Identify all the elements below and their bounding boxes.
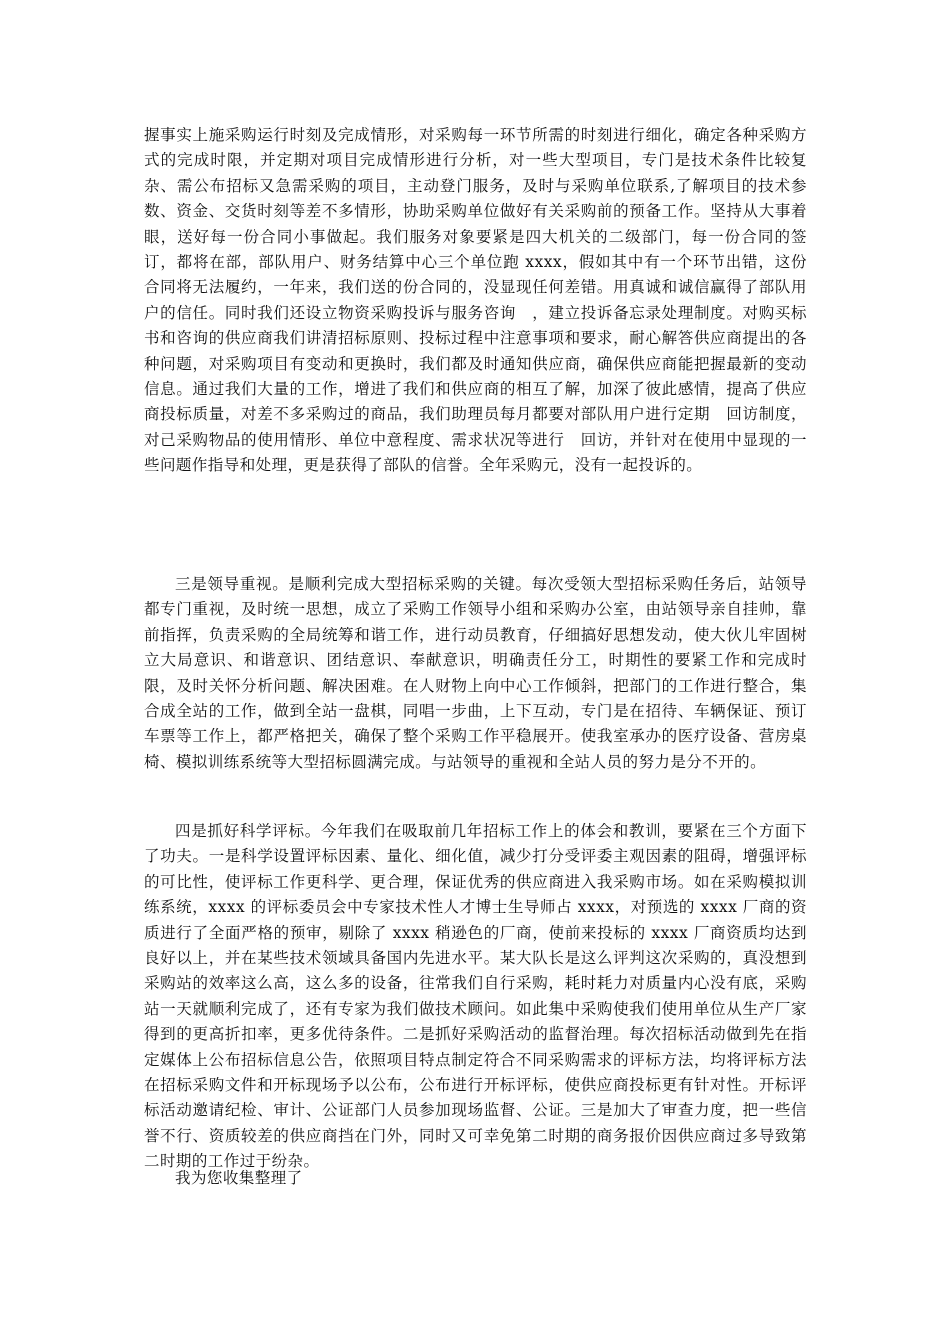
body-paragraph-leadership: 三是领导重视。是顺利完成大型招标采购的关键。每次受领大型招标采购任务后，站领导都专门重视，及时统一思想，成立了采购工作领导小组和采购办公室，由站领导亲自挂帅，靠前指挥，负责采购的全局统筹和谐工作，进行动员教育，仔细搞好思想发动，使大伙儿牢固树立大局意识、和谐意识、团结意识、奉献意识，明确责任分工，时期性的要紧工作和完成时限，及时关怀分析问题、解决困难。在人财物上向中心工作倾斜，把部门的工作进行整合，集合成全站的工作，做到全站一盘棋，同唱一步曲，上下互动，专门是在招待、车辆保证、预订车票等工作上，都严格把关，确保了整个采购工作平稳展开。使我室承办的医疗设备、营房桌椅、模拟训练系统等大型招标圆满完成。与站领导的重视和全站人员的努力是分不开的。 bbox=[144, 575, 807, 771]
body-paragraph-bid-evaluation: 四是抓好科学评标。今年我们在吸取前几年招标工作上的体会和教训，要紧在三个方面下了功夫。一是科学设置评标因素、量化、细化值，减少打分受评委主观因素的阻碍，增强评标的可比性，使评标工作更科学、更合理，保证优秀的供应商进入我采购市场。如在采购模拟训练系统，xxxx 的评标委员会中专家技术性人才博士生导师占 xxxx，对预选的 xxxx 厂商的资质进行了全面严格的预审，剔除了 xxxx 稍逊色的厂商，使前来投标的 xxxx 厂商资质均达到良好以上，并在某些技术领域具备国内先进水平。某大队长是这么评判这次采购的，真没想到采购站的效率这么高，这么多的设备，往常我们自行采购，耗时耗力对质量内心没有底，采购站一天就顺利完成了，还有专家为我们做技术顾问。如此集中采购使我们使用单位从生产厂家得到的更高折扣率，更多优待条件。二是抓好采购活动的监督治理。每次招标活动做到先在指定媒体上公布招标信息公告，依照项目特点制定符合不同采购需求的评标方法，均将评标方法在招标采购文件和开标现场予以公布，公布进行开标评标，使供应商投标更有针对性。开标评标活动邀请纪检、审计、公证部门人员参加现场监督、公证。三是加大了审查力度，把一些信誉不行、资质较差的供应商挡在门外，同时又可幸免第二时期的商务报价因供应商过多导致第二时期的工作过于纷杂。 bbox=[144, 822, 807, 1171]
body-paragraph-closing: 我为您收集整理了 bbox=[175, 1169, 303, 1187]
body-paragraph-procurement-service: 握事实上施采购运行时刻及完成情形，对采购每一环节所需的时刻进行细化，确定各种采购方式的完成时限，并定期对项目完成情形进行分析，对一些大型项目，专门是技术条件比较复杂、需公布招标又急需采购的项目，主动登门服务，及时与采购单位联系,了解项目的技术参数、资金、交货时刻等差不多情形，协助采购单位做好有关采购前的预备工作。坚持从大事着眼，送好每一份合同小事做起。我们服务对象要紧是四大机关的二级部门，每一份合同的签订，都将在部，部队用户、财务结算中心三个单位跑 xxxx，假如其中有一个环节出错，这份合同将无法履约，一年来，我们送的份合同的，没显现任何差错。用真诚和诚信赢得了部队用户的信任。同时我们还设立物资采购投诉与服务咨询 ，建立投诉备忘录处理制度。对购买标书和咨询的供应商我们讲清招标原则、投标过程中注意事项和要求，耐心解答供应商提出的各种问题，对采购项目有变动和更换时，我们都及时通知供应商，确保供应商能把握最新的变动信息。通过我们大量的工作，增进了我们和供应商的相互了解，加深了彼此感情，提高了供应商投标质量，对差不多采购过的商品，我们助理员每月都要对部队用户进行定期 回访制度，对己采购物品的使用情形、单位中意程度、需求状况等进行 回访，并针对在使用中显现的一些问题作指导和处理，更是获得了部队的信誉。全年采购元，没有一起投诉的。 bbox=[144, 126, 807, 475]
